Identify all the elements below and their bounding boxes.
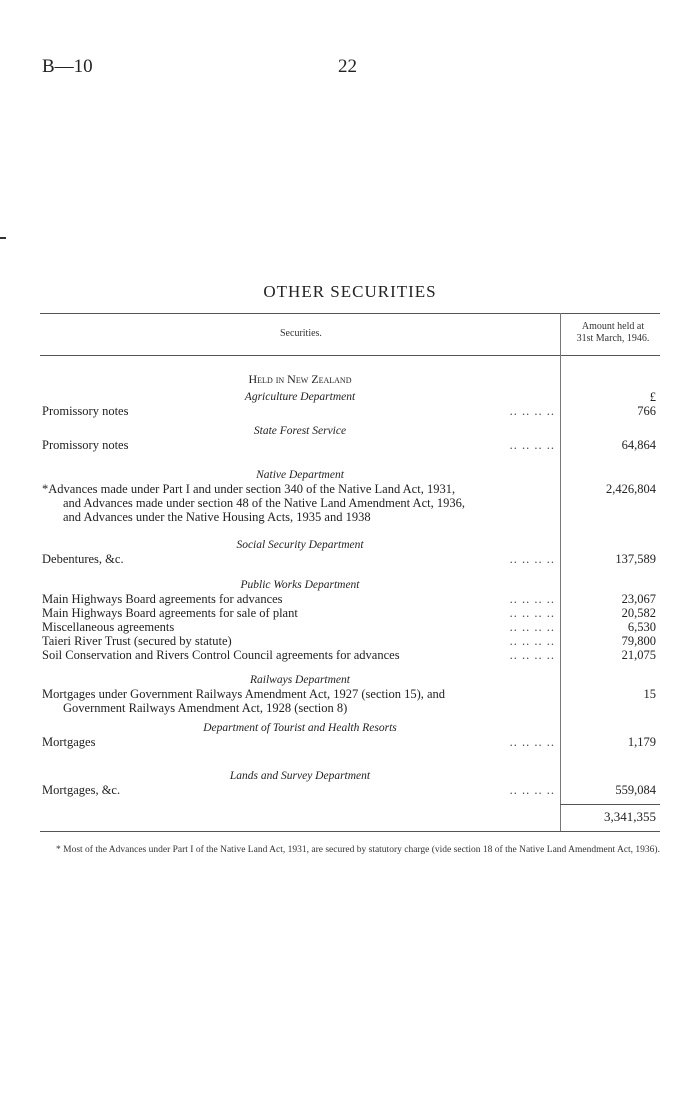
leader-dots: .. .. .. .. (509, 783, 555, 797)
section-heading: Lands and Survey Department (229, 770, 371, 782)
row-description: Promissory notes (42, 404, 129, 418)
leader-dots: .. .. .. .. (509, 438, 555, 452)
row-description: Main Highways Board agreements for sale of plant (42, 606, 298, 620)
table-header-rule (40, 355, 660, 356)
section-heading: State Forest Service (253, 425, 347, 437)
row-description: Debentures, &c. (42, 552, 124, 566)
row-amount: 79,800 (621, 634, 656, 648)
leader-dots: .. .. .. .. (509, 735, 555, 749)
row-amount: 137,589 (615, 552, 656, 566)
row-amount: 21,075 (621, 648, 656, 662)
row-amount: 559,084 (615, 783, 656, 797)
row-amount: 6,530 (627, 620, 656, 634)
row-amount: 23,067 (621, 592, 656, 606)
row-description: and Advances made under section 48 of the Native Land Amendment Act, 1936, (63, 496, 465, 510)
table-bottom-rule (40, 831, 660, 832)
section-heading: Native Department (256, 469, 344, 481)
leader-dots: .. .. .. .. (509, 404, 555, 418)
row-description: Main Highways Board agreements for advances (42, 592, 283, 606)
leader-dots: .. .. .. .. (509, 648, 555, 662)
column-header-amount-line2: 31st March, 1946. (576, 333, 650, 344)
page-number: 22 (338, 56, 357, 77)
row-description: Soil Conservation and Rivers Control Council agreements for advances (42, 648, 400, 662)
leader-dots: .. .. .. .. (509, 552, 555, 566)
row-description: Promissory notes (42, 438, 129, 452)
section-heading: Social Security Department (236, 539, 364, 551)
column-header-amount (566, 321, 660, 345)
row-description: Miscellaneous agreements (42, 620, 175, 634)
row-description: and Advances under the Native Housing Acts, 1935 and 1938 (63, 510, 371, 524)
row-amount: 1,179 (627, 735, 656, 749)
row-description: Government Railways Amendment Act, 1928 (section 8) (63, 701, 348, 715)
row-amount: 64,864 (621, 438, 656, 452)
section-heading: Public Works Department (240, 579, 360, 591)
row-description: Mortgages, &c. (42, 783, 121, 797)
page-title: OTHER SECURITIES (263, 282, 437, 301)
row-amount: 15 (643, 687, 656, 701)
section-heading: Department of Tourist and Health Resorts (203, 722, 397, 734)
leader-dots: .. .. .. .. (509, 634, 555, 648)
row-amount: 766 (637, 404, 656, 418)
row-description: Mortgages (42, 735, 96, 749)
column-header-securities: Securities. (280, 328, 322, 339)
row-description: Taieri River Trust (secured by statute) (42, 634, 232, 648)
footnote: * Most of the Advances under Part I of the Native Land Act, 1931, are secured by statutory charge (vide section 18 of the Native Land Amendment Act, 1936). (56, 845, 660, 855)
total-amount: 3,341,355 (604, 809, 656, 824)
column-header-amount-line1: Amount held at (581, 321, 645, 332)
leader-dots: .. .. .. .. (509, 592, 555, 606)
row-amount: 20,582 (621, 606, 656, 620)
section-heading: Railways Department (250, 674, 350, 686)
held-in-heading: Held in New Zealand (248, 372, 352, 386)
table-top-rule (40, 313, 660, 314)
currency-symbol: £ (649, 390, 656, 404)
leader-dots: .. .. .. .. (509, 606, 555, 620)
row-amount: 2,426,804 (606, 482, 656, 496)
row-description: Mortgages under Government Railways Amendment Act, 1927 (section 15), and (42, 687, 446, 701)
leader-dots: .. .. .. .. (509, 620, 555, 634)
page-reference: B—10 (42, 56, 93, 77)
total-rule-top (560, 804, 660, 805)
scan-margin-mark (0, 237, 6, 239)
row-description: *Advances made under Part I and under section 340 of the Native Land Act, 1931, (42, 482, 456, 496)
section-heading: Agriculture Department (244, 391, 356, 403)
